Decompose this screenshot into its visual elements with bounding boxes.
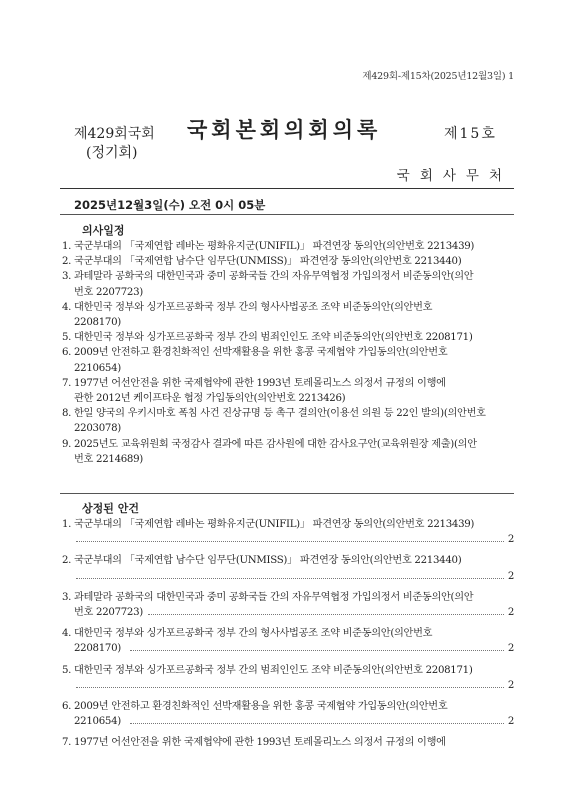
item-text-line: 번호 2207723) — [74, 606, 143, 618]
page-number: 2 — [507, 643, 514, 655]
page-leader — [76, 641, 514, 655]
divider-datetime — [60, 214, 514, 215]
item-text-line: 1977년 어선안전을 위한 국제협약에 관한 1993년 토레몰리노스 의정서 규정의 이행에 — [74, 737, 446, 749]
divider-top — [60, 188, 514, 189]
item-text-line: 국군부대의 「국제연합 레바논 평화유지군(UNIFIL)」 파견연장 동의안(의안번호 2213439) — [74, 519, 475, 530]
item-text-line: 2208170) — [74, 316, 121, 328]
item-number: 7. — [62, 737, 72, 749]
dot-leader — [130, 723, 504, 724]
item-text-line: 2203078) — [74, 423, 121, 435]
item-number: 1. — [62, 241, 72, 252]
item-number: 2. — [62, 555, 72, 567]
item-text-line: 한일 양국의 우키시마호 폭침 사건 진상규명 등 촉구 결의안(이용선 의원 등 22인 발의)(의안번호 — [74, 408, 486, 420]
page-number: 2 — [507, 570, 514, 582]
item-text-line: 2009년 안전하고 환경친화적인 선박재활용을 위한 홍콩 국제협약 가입동의안(의안번호 — [74, 701, 448, 712]
page-number: 2 — [507, 679, 514, 691]
page-leader — [76, 569, 514, 583]
session-type: (정기회) — [86, 145, 138, 161]
item-number: 3. — [62, 591, 72, 603]
item-text-line: 번호 2207723) — [74, 286, 143, 298]
item-text-line: 2025년도 교육위원회 국정감사 결과에 따른 감사원에 대한 감사요구안(교육위원장 제출)(의안 — [74, 438, 477, 450]
item-text-line: 2208170) — [74, 643, 121, 655]
presented-title: 상정된 안건 — [82, 502, 139, 515]
dot-leader — [76, 687, 504, 688]
item-number: 4. — [62, 628, 72, 640]
page-leader — [76, 532, 514, 546]
page-leader — [76, 605, 514, 619]
item-number: 3. — [62, 271, 72, 283]
item-text-line: 과테말라 공화국의 대한민국과 중미 공화국들 간의 자유무역협정 가입의정서 비준동의안(의안 — [74, 271, 474, 283]
meeting-datetime: 2025년12월3일(수) 오전 0시 05분 — [74, 198, 266, 212]
item-text-line: 과테말라 공화국의 대한민국과 중미 공화국들 간의 자유무역협정 가입의정서 비준동의안(의안 — [74, 591, 474, 603]
dot-leader — [76, 578, 504, 579]
item-text-line: 국군부대의 「국제연합 레바논 평화유지군(UNIFIL)」 파견연장 동의안(의안번호 2213439) — [74, 241, 475, 252]
item-number: 4. — [62, 301, 72, 313]
item-text-line: 대한민국 정부와 싱가포르공화국 정부 간의 범죄인인도 조약 비준동의안(의안번호 2208171) — [74, 332, 473, 344]
item-text-line: 대한민국 정부와 싱가포르공화국 정부 간의 형사사법공조 조약 비준동의안(의안번호 — [74, 301, 433, 313]
issue-number: 제15호 — [444, 126, 497, 142]
page-number: 2 — [507, 716, 514, 728]
item-text-line: 대한민국 정부와 싱가포르공화국 정부 간의 형사사법공조 조약 비준동의안(의안번호 — [74, 628, 433, 640]
item-text-line: 국군부대의 「국제연합 남수단 임무단(UNMISS)」 파견연장 동의안(의안번호 2213440) — [74, 555, 462, 567]
item-text-line: 국군부대의 「국제연합 남수단 임무단(UNMISS)」 파견연장 동의안(의안번호 2213440) — [74, 256, 462, 268]
item-text-line: 대한민국 정부와 싱가포르공화국 정부 간의 범죄인인도 조약 비준동의안(의안번호 2208171) — [74, 664, 473, 676]
item-text-line: 2210654) — [74, 362, 121, 374]
page-number: 2 — [507, 534, 514, 546]
title-block — [0, 110, 566, 170]
running-header: 제429회-제15차(2025년12월3일) 1 — [362, 71, 514, 82]
item-number: 6. — [62, 347, 72, 359]
item-text-line: 2210654) — [74, 716, 121, 728]
dot-leader — [130, 650, 504, 651]
item-text-line: 2009년 안전하고 환경친화적인 선박재활용을 위한 홍콩 국제협약 가입동의안(의안번호 — [74, 347, 448, 359]
item-text-line: 1977년 어선안전을 위한 국제협약에 관한 1993년 토레몰리노스 의정서 규정의 이행에 — [74, 377, 446, 389]
item-number: 6. — [62, 701, 72, 712]
divider-presented — [60, 493, 514, 494]
agenda-title: 의사일정 — [82, 224, 125, 237]
item-text-line: 번호 2214689) — [74, 453, 143, 465]
item-number: 9. — [62, 438, 72, 450]
item-number: 2. — [62, 256, 72, 268]
document-title: 국회본회의회의록 — [187, 118, 382, 142]
item-number: 1. — [62, 519, 72, 530]
item-number: 8. — [62, 408, 72, 420]
page-leader — [76, 678, 514, 692]
page-number: 2 — [507, 606, 514, 618]
item-number: 5. — [62, 332, 72, 344]
item-text-line: 관한 2012년 케이프타운 협정 가입동의안(의안번호 2213426) — [74, 392, 346, 404]
session-number: 제429회국회 — [74, 126, 155, 142]
dot-leader — [148, 614, 504, 615]
item-number: 7. — [62, 377, 72, 389]
dot-leader — [76, 541, 504, 542]
item-number: 5. — [62, 664, 72, 676]
page-leader — [76, 714, 514, 728]
office-name: 국회사무처 — [396, 168, 512, 184]
